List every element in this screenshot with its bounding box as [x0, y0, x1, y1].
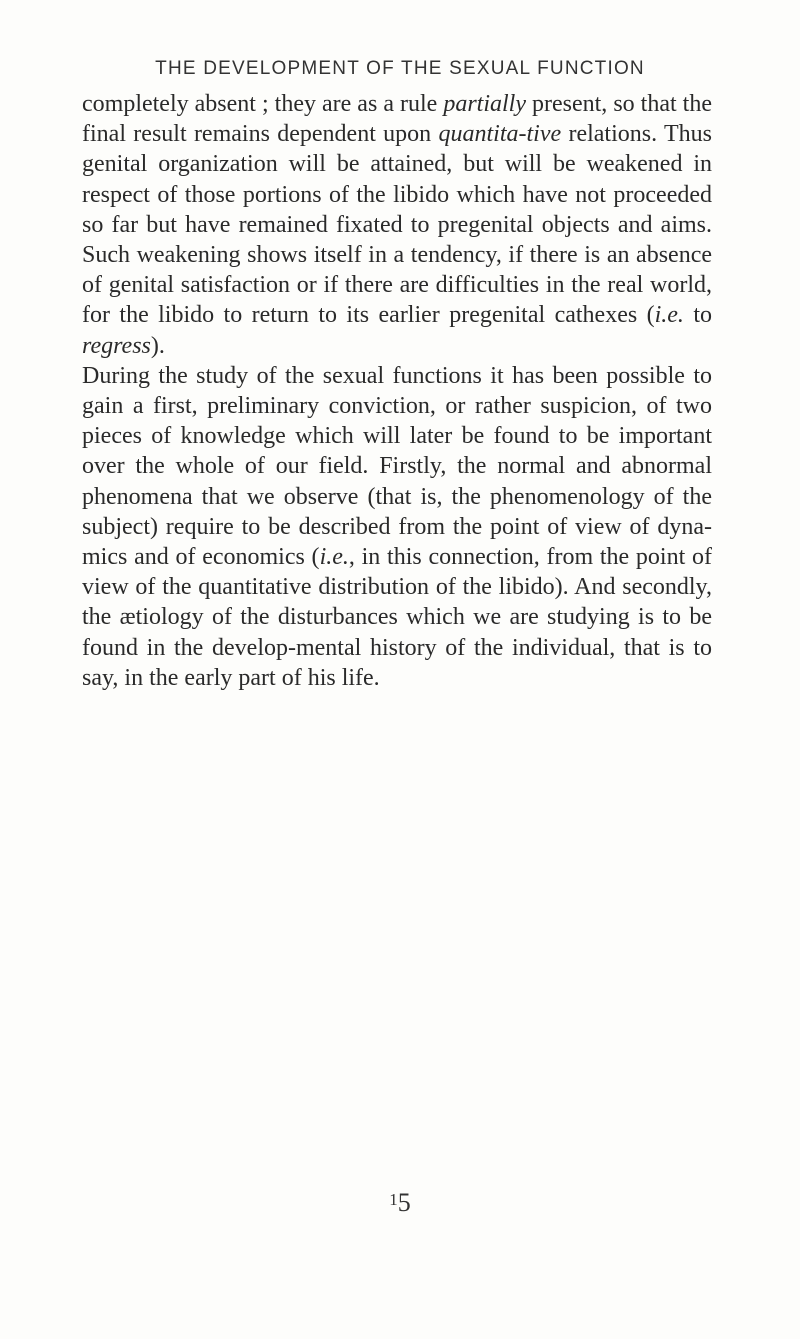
para1-italic-regress: regress: [82, 332, 151, 359]
para1-text-4: to: [683, 302, 713, 329]
para2-text-1: During the study of the sexual functions it has been possible to gain a first, preliminary conviction, or rather suspicion, of two pieces of knowledge which will later be found to be important over the whole of our field. Firstly, the normal and abnormal phenomena that we observe (that is, the phenomenology of the subject) require to be described from the point of view of dyna-mics and of economics (: [82, 362, 712, 571]
para1-italic-ie: i.e.: [654, 302, 684, 329]
body-text: [82, 89, 712, 693]
paragraph-1: [82, 89, 712, 361]
para1-italic-partially: partially: [443, 91, 526, 117]
page-number-first-digit: 1: [389, 1190, 398, 1209]
para1-text-2: present, so that the final result remains dependent upon: [82, 91, 712, 148]
running-head: THE DEVELOPMENT OF THE SEXUAL FUNCTION: [155, 58, 645, 79]
para2-text-2: , in this connection, from the point of view of the quantitative distribution of the libido). And secondly, the ætiology of the disturbances which we are studying is to be found in the develop-mental history of the individual, that is to say, in the early part of his life.: [82, 544, 712, 691]
para1-italic-quantitative: quantita-tive: [438, 121, 562, 148]
page-number-rest: 5: [397, 1188, 411, 1217]
paragraph-2: [82, 361, 712, 693]
para1-text-3: relations. Thus genital organization will be attained, but will be weakened in respect of those portions of the libido which have not proceeded so far but have remained fixated to pregenital objects and aims. Such weakening shows itself in a tendency, if there is an absence of genital satisfaction or if there are difficulties in the real world, for the libido to return to its earlier pregenital cathexes (: [82, 121, 712, 329]
para1-text-1: completely absent ; they are as a rule: [82, 91, 444, 117]
para1-text-5: ).: [150, 332, 165, 359]
page-number: [0, 1188, 800, 1218]
para2-italic-ie: i.e.: [319, 544, 349, 571]
